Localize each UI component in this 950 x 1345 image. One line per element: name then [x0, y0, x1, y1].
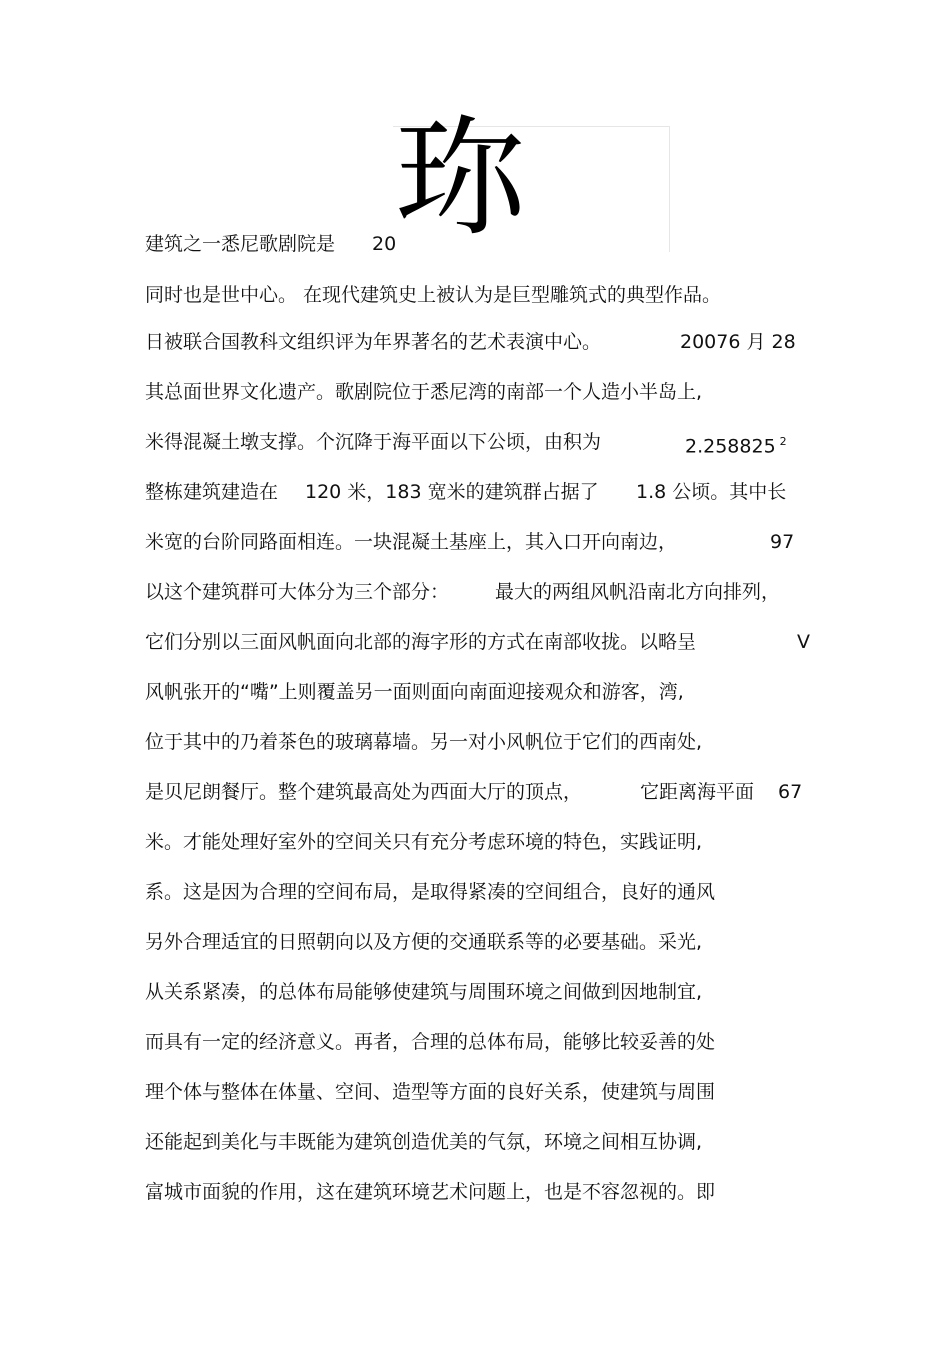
- line-text: 整栋建筑建造在: [145, 481, 279, 503]
- line-text: 系。这是因为合理的空间布局，是取得紧凑的空间组合，良好的通风: [145, 881, 716, 903]
- line-text: 同时也是世中心。 在现代建筑史上被认为是巨型雕筑式的典型作品。: [145, 284, 722, 306]
- line-text: 建筑之一悉尼歌剧院是: [145, 233, 336, 255]
- line-text: 位于其中的乃着茶色的玻璃幕墙。另一对小风帆位于它们的西南处,: [145, 731, 703, 753]
- line-text: 其总面世界文化遗产。歌剧院位于悉尼湾的南部一个人造小半岛上,: [145, 381, 703, 403]
- line-text: 另外合理适宜的日照朝向以及方便的交通联系等的必要基础。采光,: [145, 931, 703, 953]
- line-number: 20: [372, 233, 397, 255]
- line-text: 米宽的台阶同路面相连。一块混凝土基座上，其入口开向南边，: [145, 531, 678, 553]
- line-text: 1.8 公顷。其中长: [636, 481, 787, 503]
- line-date: 20076 月 28: [680, 331, 796, 353]
- line-text: 它们分别以三面风帆面向北部的海字形的方式在南部收拢。以略呈: [145, 631, 697, 653]
- line-text: 从关系紧凑，的总体布局能够使建筑与周围环境之间做到因地制宜,: [145, 981, 703, 1003]
- line-number: 67: [778, 781, 803, 803]
- line-text: 最大的两组风帆沿南北方向排列，: [495, 581, 781, 603]
- line-text: 还能起到美化与丰既能为建筑创造优美的气氛，环境之间相互协调,: [145, 1131, 703, 1153]
- line-text: 日被联合国教科文组织评为年界著名的艺术表演中心。: [145, 331, 602, 353]
- line-text: 它距离海平面: [640, 781, 755, 803]
- line-text: 而具有一定的经济意义。再者，合理的总体布局，能够比较妥善的处: [145, 1031, 716, 1053]
- line-text: 风帆张开的“嘴”上则覆盖另一面则面向南面迎接观众和游客，湾,: [145, 681, 684, 703]
- line-text: 理个体与整体在体量、空间、造型等方面的良好关系，使建筑与周围: [145, 1081, 716, 1103]
- line-text: 是贝尼朗餐厅。整个建筑最高处为西面大厅的顶点，: [145, 781, 583, 803]
- large-character-image: [393, 102, 670, 254]
- line-number: 97: [770, 531, 795, 553]
- line-text: 120 米，183 宽米的建筑群占据了: [305, 481, 599, 503]
- superscript: 2: [779, 435, 787, 448]
- line-text: 米得混凝土墩支撑。个沉降于海平面以下公顷，由积为: [145, 431, 602, 453]
- area-value: 2.258825: [685, 435, 776, 458]
- line-text: 米。才能处理好室外的空间关只有充分考虑环境的特色，实践证明,: [145, 831, 703, 853]
- large-character: 珎: [395, 102, 522, 254]
- line-number: [685, 430, 787, 458]
- line-letter: V: [797, 631, 810, 653]
- line-text: 富城市面貌的作用，这在建筑环境艺术问题上，也是不容忽视的。即: [145, 1181, 716, 1203]
- line-text: 以这个建筑群可大体分为三个部分：: [145, 581, 450, 603]
